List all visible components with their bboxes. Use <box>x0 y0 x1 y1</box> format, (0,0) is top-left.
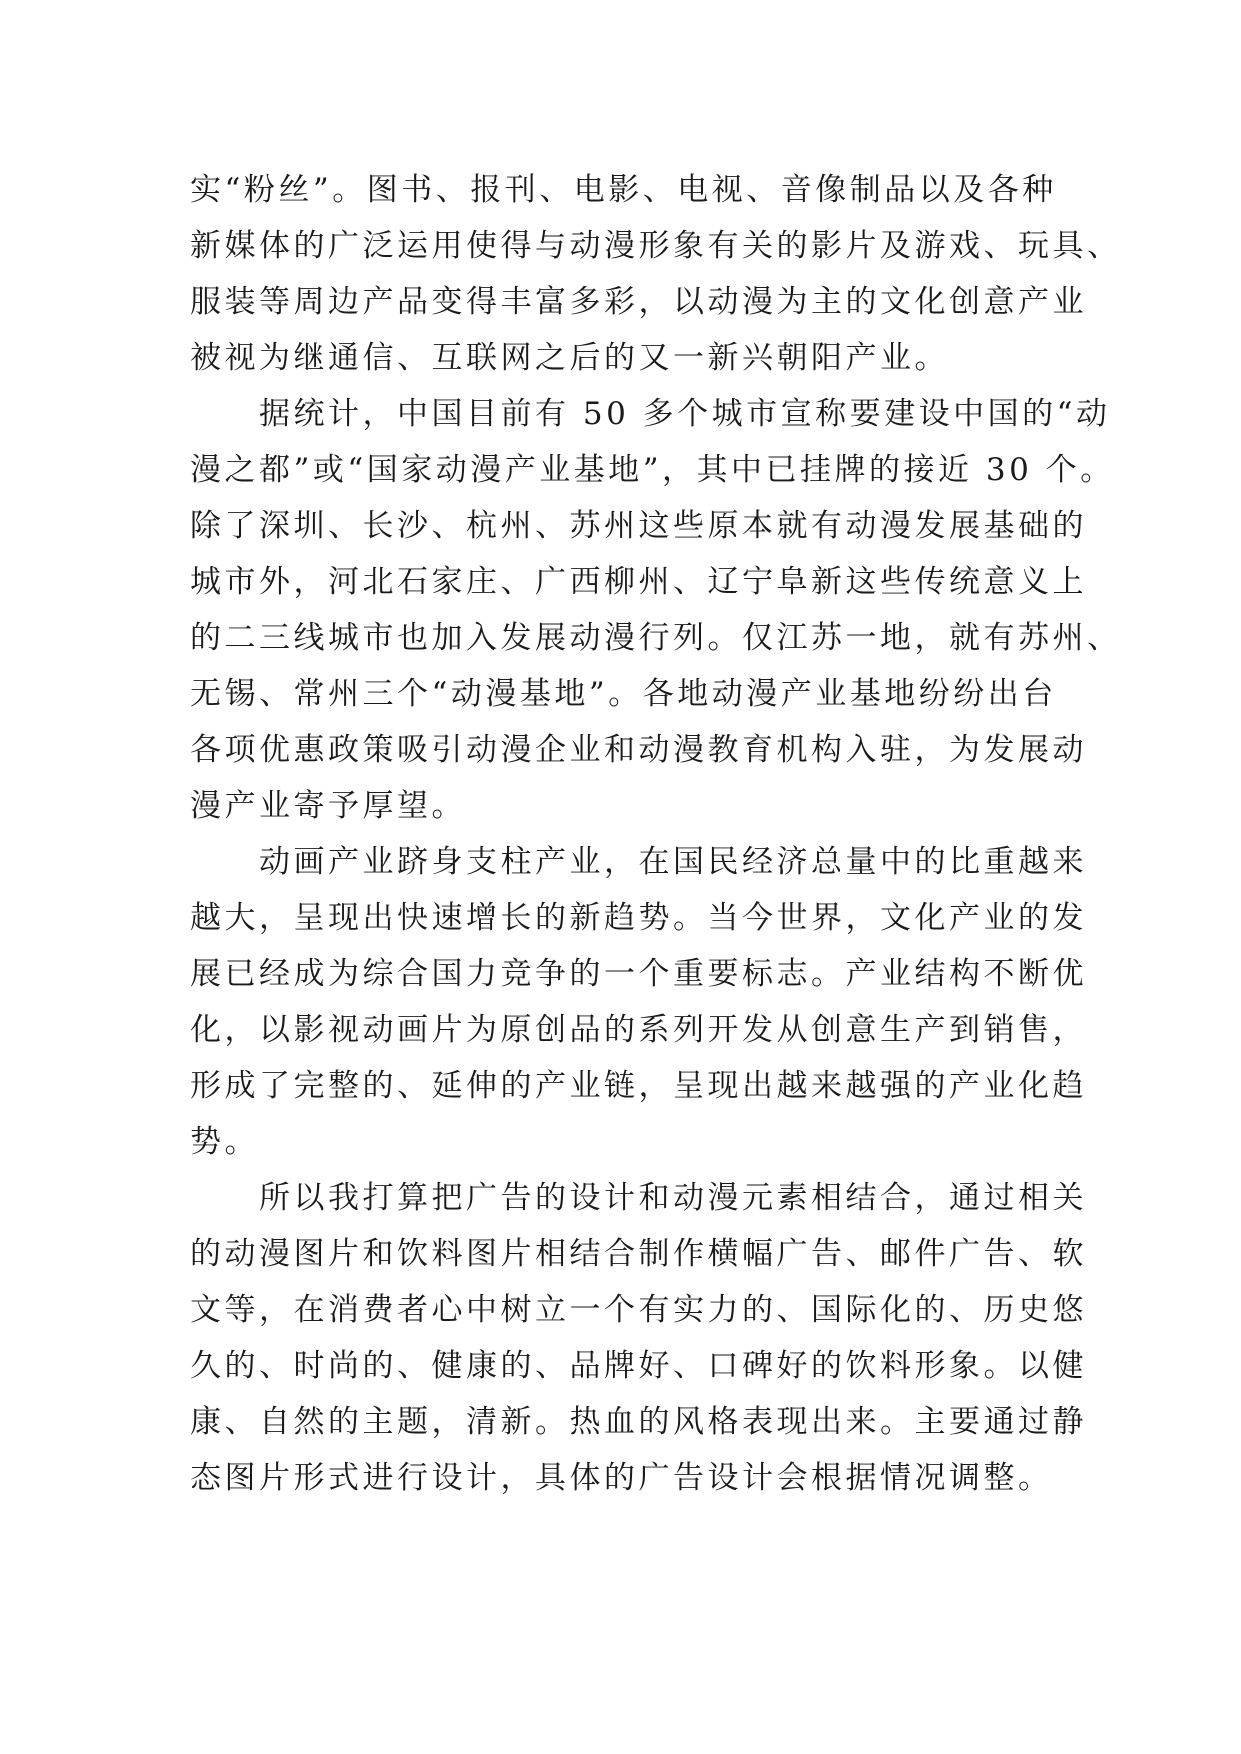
paragraph-2 <box>190 386 1122 834</box>
text-line: 化，以影视动画片为原创品的系列开发从创意生产到销售， <box>190 1012 1087 1048</box>
text-line: 的二三线城市也加入发展动漫行列。仅江苏一地，就有苏州、 <box>190 620 1122 656</box>
text-line: 久的、时尚的、健康的、品牌好、口碑好的饮料形象。以健 <box>190 1348 1087 1384</box>
paragraph-4 <box>190 1170 1090 1506</box>
text-line: 势。 <box>190 1124 259 1160</box>
text-line: 态图片形式进行设计，具体的广告设计会根据情况调整。 <box>190 1460 1053 1496</box>
text-line: 漫产业寄予厚望。 <box>190 788 466 824</box>
text-line: 新媒体的广泛运用使得与动漫形象有关的影片及游戏、玩具、 <box>190 228 1122 264</box>
text-line: 服装等周边产品变得丰富多彩，以动漫为主的文化创意产业 <box>190 284 1087 320</box>
text-line: 动画产业跻身支柱产业，在国民经济总量中的比重越来 <box>190 844 1087 880</box>
text-line: 实“粉丝”。图书、报刊、电影、电视、音像制品以及各种 <box>190 172 1057 208</box>
paragraph-1 <box>190 162 1122 386</box>
text-line: 所以我打算把广告的设计和动漫元素相结合，通过相关 <box>190 1180 1087 1216</box>
text-line: 康、自然的主题，清新。热血的风格表现出来。主要通过静 <box>190 1404 1087 1440</box>
text-line: 据统计，中国目前有 50 多个城市宣称要建设中国的“动 <box>190 396 1111 432</box>
text-line: 展已经成为综合国力竞争的一个重要标志。产业结构不断优 <box>190 956 1087 992</box>
body-text <box>190 162 1122 1506</box>
text-line: 无锡、常州三个“动漫基地”。各地动漫产业基地纷纷出台 <box>190 676 1057 712</box>
paragraph-3 <box>190 834 1090 1170</box>
text-line: 的动漫图片和饮料图片相结合制作横幅广告、邮件广告、软 <box>190 1236 1087 1272</box>
text-line: 城市外，河北石家庄、广西柳州、辽宁阜新这些传统意义上 <box>190 564 1087 600</box>
text-line: 形成了完整的、延伸的产业链，呈现出越来越强的产业化趋 <box>190 1068 1087 1104</box>
text-line: 漫之都”或“国家动漫产业基地”，其中已挂牌的接近 30 个。 <box>190 452 1115 488</box>
text-line: 越大，呈现出快速增长的新趋势。当今世界，文化产业的发 <box>190 900 1087 936</box>
text-line: 各项优惠政策吸引动漫企业和动漫教育机构入驻，为发展动 <box>190 732 1087 768</box>
text-line: 被视为继通信、互联网之后的又一新兴朝阳产业。 <box>190 340 949 376</box>
text-line: 文等，在消费者心中树立一个有实力的、国际化的、历史悠 <box>190 1292 1087 1328</box>
text-line: 除了深圳、长沙、杭州、苏州这些原本就有动漫发展基础的 <box>190 508 1087 544</box>
